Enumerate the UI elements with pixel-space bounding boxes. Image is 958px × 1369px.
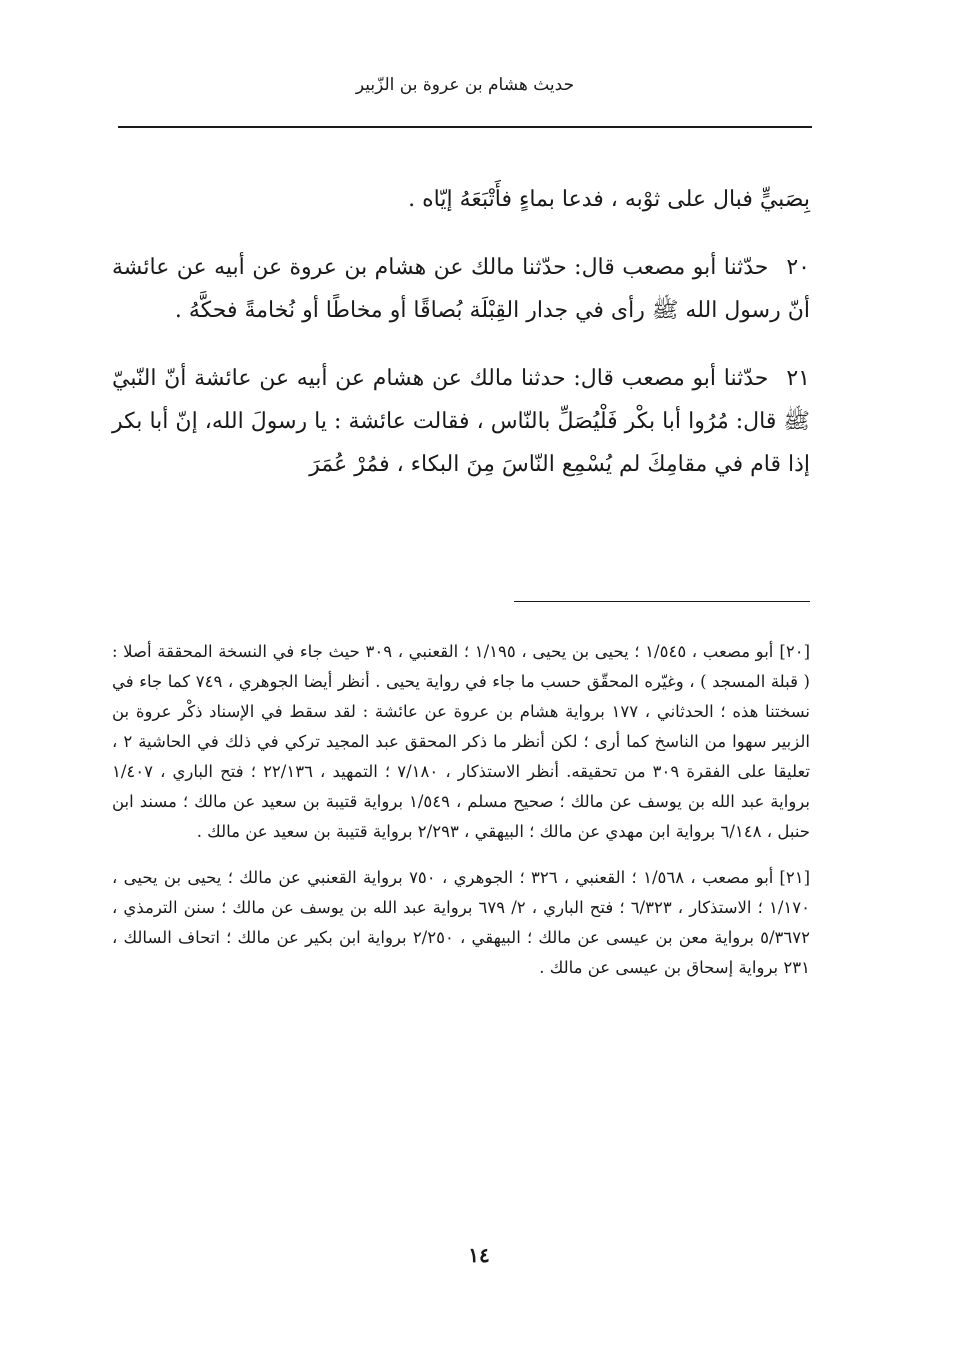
hadith-20 [112,246,810,332]
hadith-number: ٢١ [786,366,810,391]
hadith-number: ٢٠ [786,255,810,280]
footnote-label: [٢٠] [779,642,810,661]
continuation-text: بِصَبيٍّ فبال على ثوْبه ، فدعا بماءٍ فأَتْبَعَهُ إيّاه . [408,187,810,212]
main-text [112,178,810,511]
footnote-text: أبو مصعب ، ١/٥٦٨ ؛ القعنبي ، ٣٢٦ ؛ الجوهري ، ٧٥٠ برواية القعنبي عن مالك ؛ يحيى بن يحيى ، ١/١٧٠ ؛ الاستذكار ، ٦/٣٢٣ ؛ فتح الباري ، ٢/ ٦٧٩ برواية عبد الله بن يوسف عن مالك ؛ سنن الترمذي ، ٥/٣٦٧٢ برواية معن بن عيسى عن مالك ؛ البيهقي ، ٢/٢٥٠ برواية ابن بكير عن مالك ؛ اتحاف السالك ، ٢٣١ برواية إسحاق بن عيسى عن مالك . [112,868,810,977]
footnote-label: [٢١] [779,868,811,887]
footnote-21 [112,863,810,983]
running-header: حديث هشام بن عروة بن الزّبير [355,75,575,95]
header-rule [118,126,812,128]
hadith-21 [112,357,810,486]
footnote-20 [112,637,810,847]
footnote-rule [514,601,810,602]
hadith-text: حدّثنا أبو مصعب قال: حدّثنا مالك عن هشام بن عروة عن أبيه عن عائشة أنّ رسول الله ﷺ رأى في جدار القِبْلَة بُصاقًا أو مخاطًا أو نُخامةً فحكَّهُ . [112,255,810,323]
footnotes [112,637,810,999]
hadith-text: حدّثنا أبو مصعب قال: حدثنا مالك عن هشام عن أبيه عن عائشة أنّ النّبيّ ﷺ قال: مُرُوا أبا بكْر فَلْيُصَلِّ بالنّاس ، فقالت عائشة : يا رسولَ الله، إنّ أبا بكر إذا قام في مقامِكَ لم يُسْمِع النّاسَ مِنَ البكاء ، فمُرْ عُمَرَ [112,366,810,477]
page-number: ١٤ [468,1243,490,1267]
footnote-text: أبو مصعب ، ١/٥٤٥ ؛ يحيى بن يحيى ، ١/١٩٥ ؛ القعنبي ، ٣٠٩ حيث جاء في النسخة المحققة أصلا : ( قبلة المسجد ) ، وغيّره المحقّق حسب ما جاء في رواية يحيى . أنظر أيضا الجوهري ، ٧٤٩ كما جاء في نسختنا هذه ؛ الحدثاني ، ١٧٧ برواية هشام بن عروة عن عائشة : لقد سقط في الإسناد ذكْر عروة بن الزبير سهوا من الناسخ كما أرى ؛ لكن أنظر ما ذكر المحقق عبد المجيد تركي في ذلك في الحاشية ٢ ، تعليقا على الفقرة ٣٠٩ من تحقيقه. أنظر الاستذكار ، ٧/١٨٠ ؛ التمهيد ، ٢٢/١٣٦ ؛ فتح الباري ، ١/٤٠٧ برواية عبد الله بن يوسف عن مالك ؛ صحيح مسلم ، ١/٥٤٩ برواية قتيبة بن سعيد عن مالك ؛ مسند ابن حنبل ، ٦/١٤٨ برواية ابن مهدي عن مالك ؛ البيهقي ، ٢/٢٩٣ برواية قتيبة بن سعيد عن مالك . [112,642,811,841]
